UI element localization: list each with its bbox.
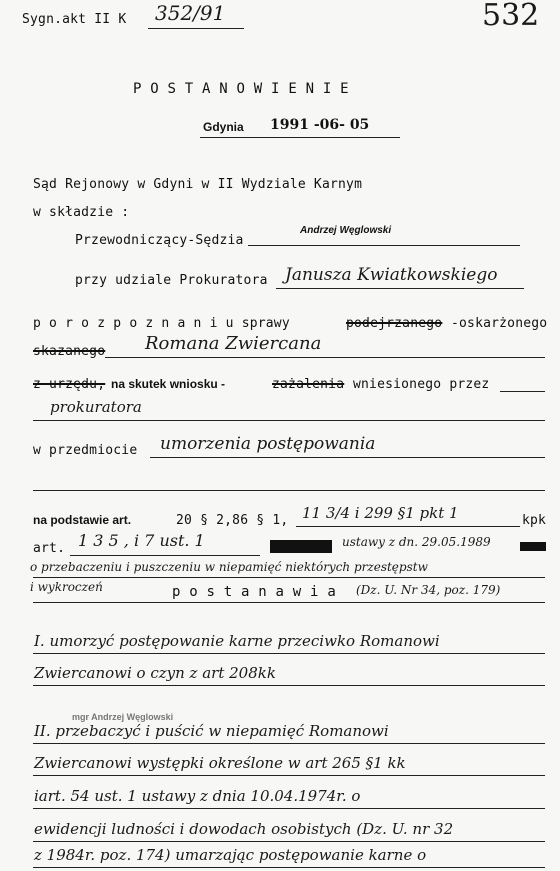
- case-label: p o r o z p o z n a n i u sprawy: [33, 316, 290, 331]
- redaction-block: [270, 540, 332, 553]
- composition-label: w składzie :: [33, 205, 130, 220]
- decision-line: Zwiercanowi o czyn z art 208kk: [34, 664, 276, 682]
- filed-by-name: prokuratora: [50, 398, 142, 416]
- journal-reference: (Dz. U. Nr 34, poz. 179): [356, 583, 501, 597]
- ruled-line: [33, 867, 545, 868]
- court-line: Sąd Rejonowy w Gdyni w II Wydziale Karnym: [33, 177, 363, 192]
- subject-value: umorzenia postępowania: [160, 434, 376, 454]
- decides-label: p o s t a n a w i a: [172, 584, 336, 600]
- ruled-line: [33, 743, 545, 744]
- document-title: P O S T A N O W I E N I E: [133, 81, 349, 97]
- signature-label: Sygn.akt II K: [22, 12, 127, 27]
- struck-convicted: skazanego: [33, 344, 106, 359]
- legal-basis-kpk: kpk: [522, 513, 547, 528]
- filed-by-label: wniesionego przez: [353, 377, 490, 392]
- accused-suffix: -oskarżonego: [451, 316, 548, 331]
- legal-basis-label: na podstawie art.: [33, 513, 132, 527]
- amnesty-handwritten-2: i wykroczeń: [30, 580, 103, 594]
- decision-line: I. umorzyć postępowanie karne przeciwko Romanowi: [34, 632, 440, 650]
- prosecutor-name: Janusza Kwiatkowskiego: [285, 265, 498, 285]
- judge-label: Przewodniczący-Sędzia: [75, 233, 244, 248]
- art-handwritten: 1 3 5 , i 7 ust. 1: [78, 531, 205, 550]
- ruled-line: [33, 685, 545, 686]
- judge-name-stamp: Andrzej Węglowski: [300, 225, 392, 236]
- subject-label: w przedmiocie: [33, 443, 138, 458]
- decision-line: z 1984r. poz. 174) umarzając postępowanie karne o: [34, 846, 427, 864]
- motion-text: na skutek wniosku -: [111, 377, 226, 391]
- page-number: 532: [482, 0, 540, 33]
- ruled-line: [33, 653, 545, 654]
- amnesty-handwritten-1: o przebaczeniu i puszczeniu w niepamięć niektórych przestępstw: [30, 560, 428, 574]
- ruled-line: [33, 775, 545, 776]
- date-stamp: 1991 -06- 05: [270, 117, 370, 133]
- place-label: Gdynia: [203, 120, 244, 134]
- faded-stamp: mgr Andrzej Węglowski: [72, 712, 174, 722]
- case-number: 352/91: [155, 1, 226, 25]
- redaction-block-2: [520, 542, 546, 551]
- decision-line: iart. 54 ust. 1 ustawy z dnia 10.04.1974r. o: [34, 787, 361, 805]
- art-label: art.: [33, 541, 66, 556]
- decision-line: II. przebaczyć i puścić w niepamięć Romanowi: [34, 722, 389, 740]
- ruled-line: [33, 841, 545, 842]
- struck-suspect: podejrzanego: [346, 316, 443, 331]
- prosecutor-label: przy udziale Prokuratora: [75, 273, 268, 288]
- ruled-line: [33, 808, 545, 809]
- accused-name: Romana Zwiercana: [145, 333, 322, 354]
- struck-complaint: zażalenia: [272, 377, 345, 392]
- struck-ex-officio: z urzędu,: [33, 377, 106, 392]
- legal-basis-handwritten: 11 3/4 i 299 §1 pkt 1: [302, 504, 459, 522]
- legal-basis-printed: 20 § 2,86 § 1,: [176, 513, 289, 528]
- statute-date-handwritten: ustawy z dn. 29.05.1989: [342, 535, 491, 549]
- decision-line: Zwiercanowi występki określone w art 265 §1 kk: [34, 754, 406, 772]
- decision-line: ewidencji ludności i dowodach osobistych (Dz. U. nr 32: [34, 820, 454, 838]
